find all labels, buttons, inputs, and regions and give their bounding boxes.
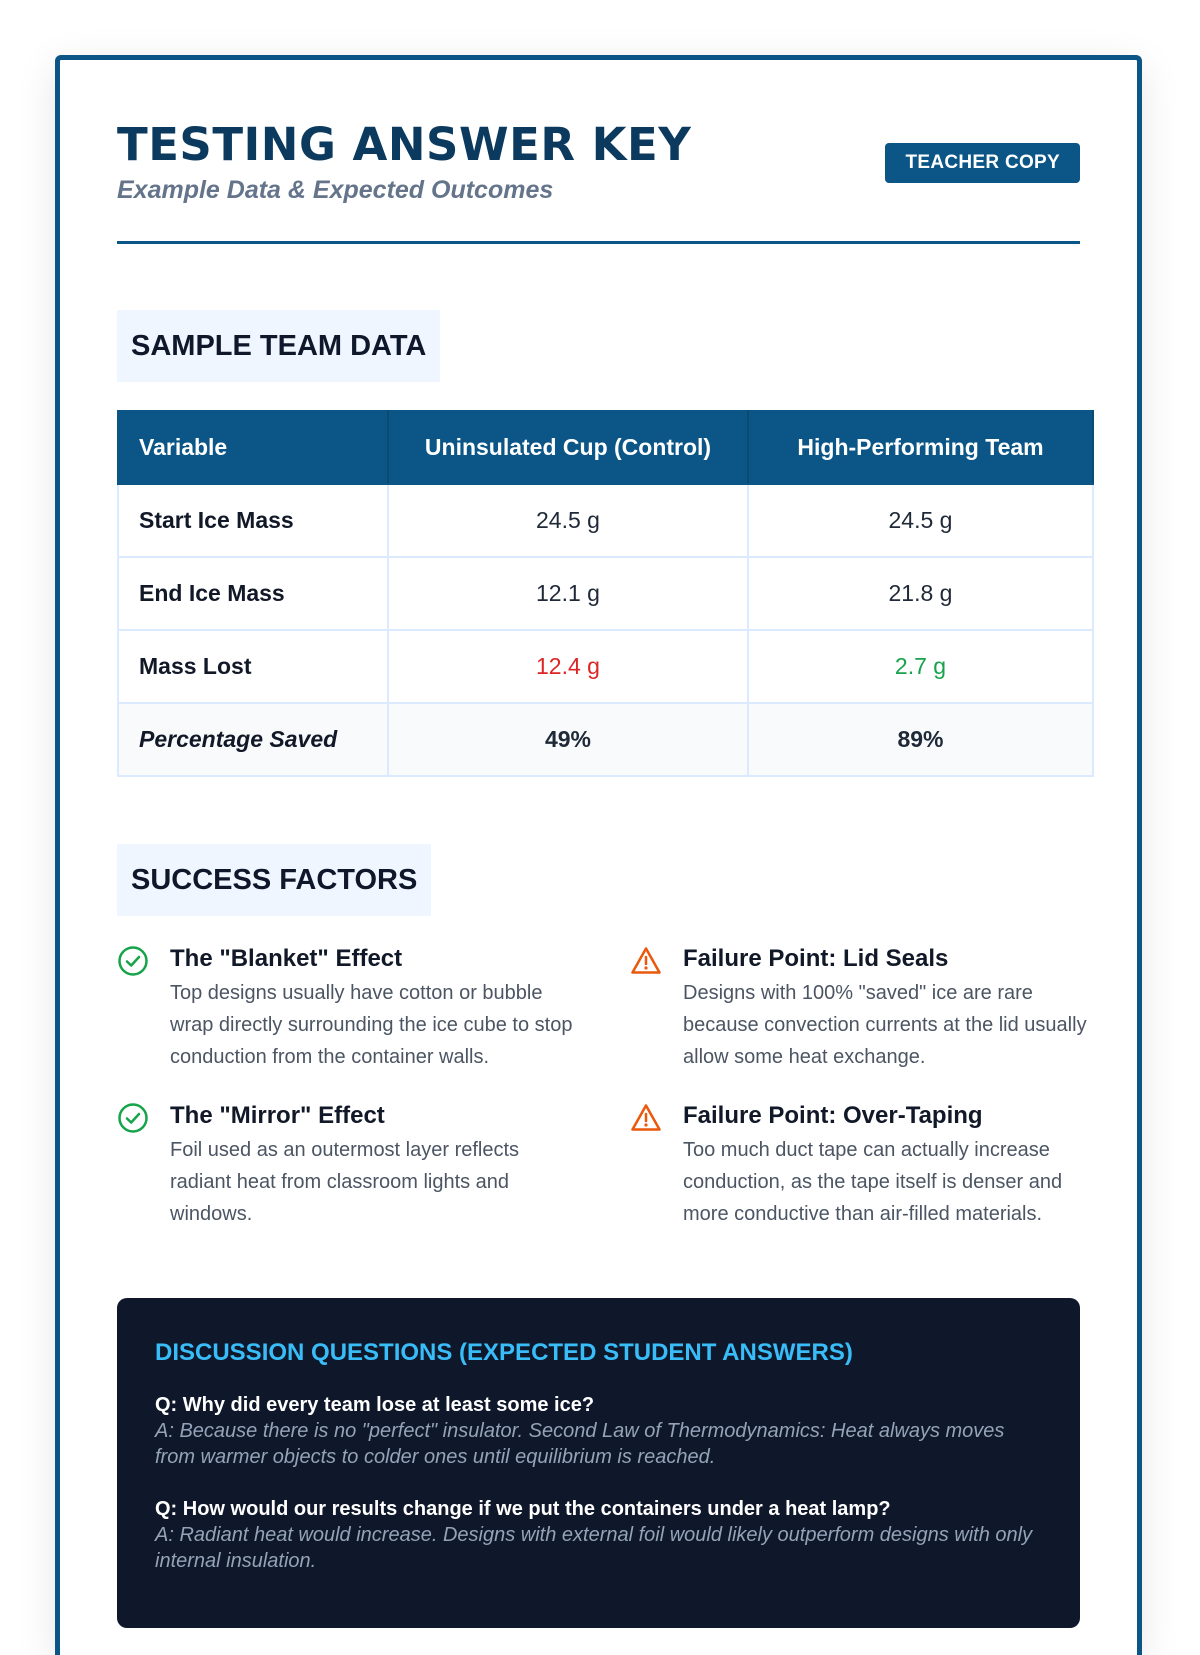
team-start-ice-mass: 24.5 g: [748, 484, 1093, 557]
team-mass-lost: 2.7 g: [748, 630, 1093, 703]
check-circle-icon: [117, 1102, 149, 1134]
row-label-end-ice-mass: End Ice Mass: [118, 557, 388, 630]
discussion-question: Q: Why did every team lose at least some ice?: [155, 1394, 595, 1416]
column-header-team: High-Performing Team: [748, 411, 1093, 484]
factor-title: The "Mirror" Effect: [170, 1102, 385, 1129]
team-percentage-saved: 89%: [748, 703, 1093, 776]
factor-blanket-effect: [117, 944, 630, 1073]
column-header-variable: Variable: [118, 411, 388, 484]
sample-data-table: [117, 410, 1094, 777]
factor-text: Designs with 100% "saved" ice are rare because convection currents at the lid usually allow some heat exchange.: [683, 982, 1087, 1068]
success-factors-grid: [117, 944, 1087, 1230]
warning-triangle-icon: [630, 945, 662, 977]
answer-key-sheet: [55, 55, 1142, 1655]
table-row: [118, 484, 1093, 557]
control-percentage-saved: 49%: [388, 703, 748, 776]
factor-text: Foil used as an outermost layer reflects radiant heat from classroom lights and windows.: [170, 1139, 520, 1225]
page-subtitle: Example Data & Expected Outcomes: [117, 176, 554, 204]
factor-title: The "Blanket" Effect: [170, 945, 403, 972]
factor-mirror-effect: [117, 1101, 630, 1230]
factor-text: Top designs usually have cotton or bubble wrap directly surrounding the ice cube to stop conduction from the container walls.: [170, 982, 573, 1068]
control-start-ice-mass: 24.5 g: [388, 484, 748, 557]
factor-text: Too much duct tape can actually increase conduction, as the tape itself is denser and more conductive than air-filled materials.: [683, 1139, 1063, 1225]
page-title: TESTING ANSWER KEY: [117, 118, 692, 171]
control-end-ice-mass: 12.1 g: [388, 557, 748, 630]
discussion-answer: A: Because there is no "perfect" insulator. Second Law of Thermodynamics: Heat always moves from warmer objects to colder ones until equilibrium is reached.: [155, 1420, 1005, 1468]
table-row: [118, 557, 1093, 630]
row-label-start-ice-mass: Start Ice Mass: [118, 484, 388, 557]
factor-over-taping: [630, 1101, 1092, 1230]
page-header: [117, 118, 1080, 244]
warning-triangle-icon: [630, 1102, 662, 1134]
control-mass-lost: 12.4 g: [388, 630, 748, 703]
factor-title: Failure Point: Over-Taping: [683, 1102, 983, 1129]
row-label-mass-lost: Mass Lost: [118, 630, 388, 703]
table-row: [118, 630, 1093, 703]
discussion-item: [155, 1392, 1042, 1470]
table-row-total: [118, 703, 1093, 776]
discussion-answer: A: Radiant heat would increase. Designs with external foil would likely outperform designs with only internal insulation.: [155, 1524, 1033, 1572]
factor-lid-seals: [630, 944, 1092, 1073]
discussion-item: [155, 1496, 1042, 1574]
sample-team-data-heading: SAMPLE TEAM DATA: [117, 310, 440, 382]
discussion-question: Q: How would our results change if we put the containers under a heat lamp?: [155, 1498, 891, 1520]
team-end-ice-mass: 21.8 g: [748, 557, 1093, 630]
teacher-copy-badge: TEACHER COPY: [885, 143, 1080, 183]
table-header-row: [118, 411, 1093, 484]
row-label-percentage-saved: Percentage Saved: [118, 703, 388, 776]
discussion-heading: DISCUSSION QUESTIONS (EXPECTED STUDENT ANSWERS): [155, 1339, 853, 1366]
discussion-questions-panel: [117, 1298, 1080, 1628]
check-circle-icon: [117, 945, 149, 977]
success-factors-heading: SUCCESS FACTORS: [117, 844, 431, 916]
factor-title: Failure Point: Lid Seals: [683, 945, 949, 972]
column-header-control: Uninsulated Cup (Control): [388, 411, 748, 484]
